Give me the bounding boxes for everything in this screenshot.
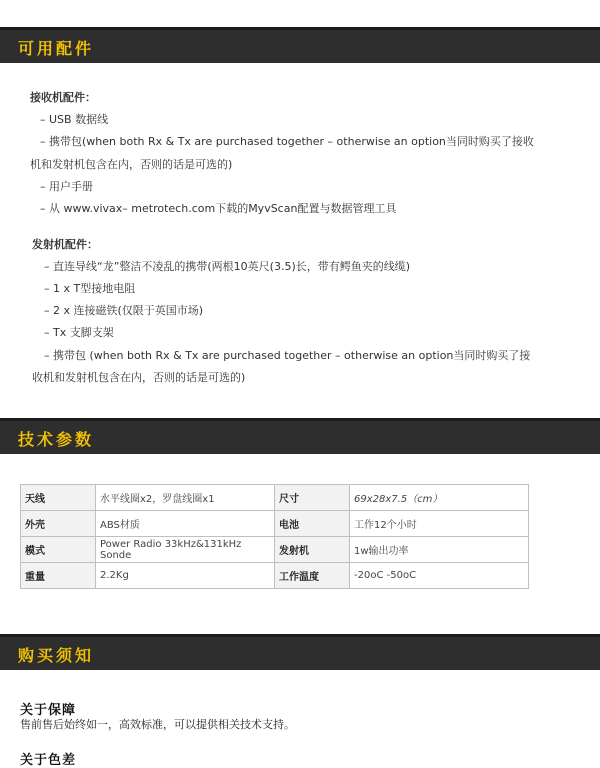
list-item: – 2 x 连接磁铁(仅限于英国市场): [44, 304, 204, 317]
transmitter-heading: 发射机配件：: [32, 238, 98, 251]
section-title-specs: 技术参数: [18, 430, 95, 449]
list-item: – 直连导线“龙”整洁不凌乱的携带(两根10英尺(3.5)长，带有鳄鱼夹的线缆): [44, 260, 411, 273]
section-bar-specs: [0, 418, 600, 454]
section-bar-accessories: [0, 27, 600, 63]
spec-key: 模式: [21, 537, 96, 563]
warranty-text: 售前售后始终如一，高效标准，可以提供相关技术支持。: [20, 718, 295, 731]
color-difference-heading: 关于色差: [20, 753, 77, 768]
warranty-heading: 关于保障: [20, 703, 77, 718]
table-row: [21, 563, 529, 589]
spec-value: 工作12个小时: [350, 511, 529, 537]
spec-key: 天线: [21, 485, 96, 511]
spec-value: 69x28x7.5（cm）: [350, 485, 529, 511]
list-item: – 携带包 (when both Rx & Tx are purchased together – otherwise an option当同时购买了接: [44, 349, 531, 362]
specs-table: [20, 484, 529, 589]
list-item: – 1 x T型接地电阻: [44, 282, 136, 295]
list-item: 收机和发射机包含在内，否则的话是可选的): [32, 371, 246, 384]
spec-value: 水平线圈x2，罗盘线圈x1: [96, 485, 275, 511]
spec-key: 工作温度: [275, 563, 350, 589]
section-title-notice: 购买须知: [18, 646, 95, 665]
spec-key: 电池: [275, 511, 350, 537]
spec-value: -20oC -50oC: [350, 563, 529, 589]
spec-key: 重量: [21, 563, 96, 589]
table-row: [21, 485, 529, 511]
section-bar-notice: [0, 634, 600, 670]
spec-value: 2.2Kg: [96, 563, 275, 589]
spec-value: Power Radio 33kHz&131kHz Sonde: [96, 537, 275, 563]
spec-key: 发射机: [275, 537, 350, 563]
section-title-accessories: 可用配件: [18, 39, 95, 58]
receiver-heading: 接收机配件：: [30, 91, 96, 104]
list-item: – 从 www.vivax– metrotech.com下载的MyvScan配置与数据管理工具: [40, 202, 397, 215]
list-item: – Tx 支脚支架: [44, 326, 114, 339]
spec-value: 1w输出功率: [350, 537, 529, 563]
list-item: – 携带包(when both Rx & Tx are purchased together – otherwise an option当同时购买了接收: [40, 135, 534, 148]
list-item: – USB 数据线: [40, 113, 109, 126]
spec-value: ABS材质: [96, 511, 275, 537]
table-row: [21, 511, 529, 537]
table-row: [21, 537, 529, 563]
spec-key: 外壳: [21, 511, 96, 537]
list-item: – 用户手册: [40, 180, 93, 193]
list-item: 机和发射机包含在内，否则的话是可选的): [30, 158, 233, 171]
spec-key: 尺寸: [275, 485, 350, 511]
